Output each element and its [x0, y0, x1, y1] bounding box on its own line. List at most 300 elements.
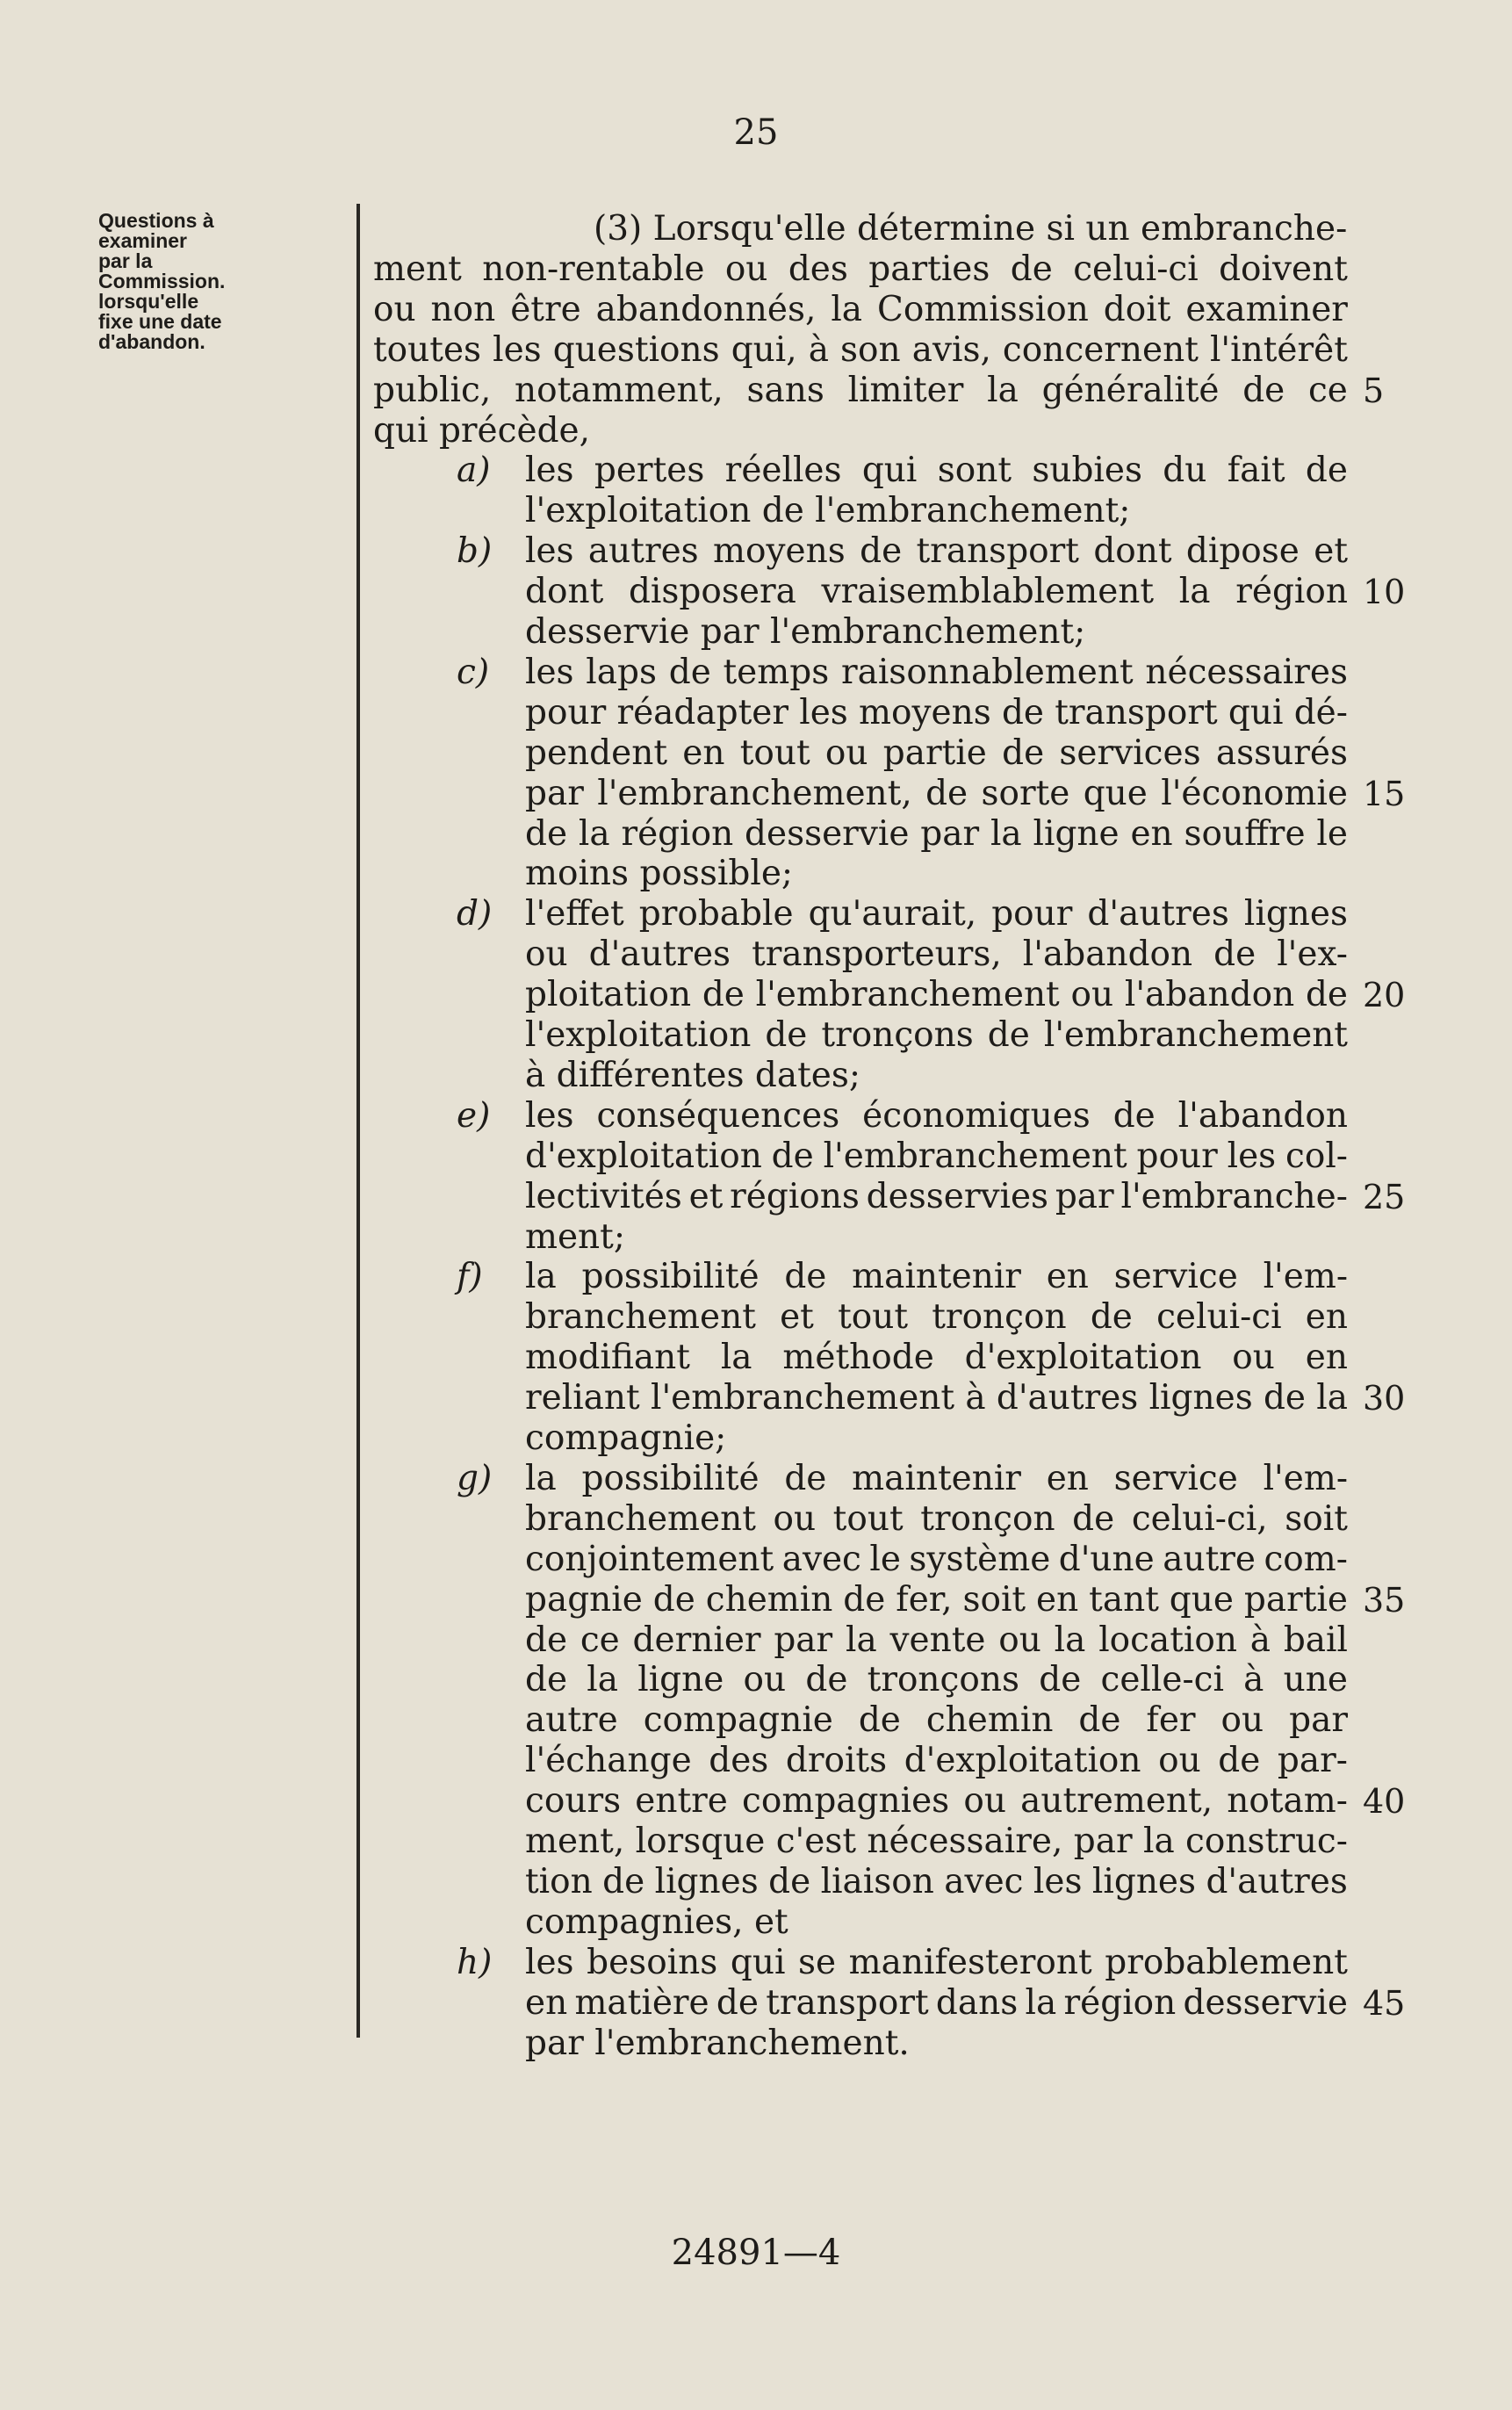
word: tout — [838, 1297, 909, 1337]
word: de — [768, 1862, 811, 1901]
word: de — [716, 1983, 759, 2023]
word: de — [1039, 1660, 1082, 1699]
line-number: 35 — [1363, 1581, 1406, 1620]
word: compagnies — [742, 1781, 950, 1821]
word: transport — [766, 1983, 929, 2023]
item-line: moins possible; — [525, 854, 794, 893]
word: que — [1083, 774, 1148, 813]
word: de — [1305, 451, 1348, 490]
word: modifiant — [525, 1338, 690, 1377]
word: ou — [743, 1660, 787, 1699]
word: d'exploitation — [964, 1338, 1202, 1377]
word: services — [1059, 733, 1201, 773]
word: questions — [552, 330, 720, 370]
word: en — [1036, 1580, 1079, 1620]
word: probable — [638, 894, 794, 934]
footer-reference: 24891—4 — [671, 2233, 841, 2273]
word: de — [602, 1862, 645, 1901]
line-number: 30 — [1363, 1379, 1406, 1418]
word: pour — [991, 894, 1073, 934]
item-line: desservie par l'embranchement; — [525, 612, 1086, 652]
word: lignes — [1148, 1378, 1253, 1418]
word: les — [525, 653, 574, 692]
word: dipose — [1185, 531, 1300, 571]
word: ligne — [1033, 814, 1120, 854]
word: l'em- — [1263, 1257, 1348, 1296]
word: de — [1218, 1741, 1261, 1780]
word: région — [1235, 572, 1348, 611]
word: transporteurs, — [752, 934, 1002, 974]
item-line — [525, 1862, 1348, 1902]
word: de — [805, 1660, 848, 1699]
word: toutes — [373, 330, 482, 370]
word: tout — [832, 1499, 904, 1539]
word: desservie — [745, 814, 910, 854]
word: de — [668, 653, 711, 692]
word: avec — [944, 1862, 1024, 1901]
word: à — [965, 1378, 986, 1418]
paragraph-line — [373, 249, 1348, 290]
word: moyens — [859, 693, 991, 732]
item-line — [525, 693, 1348, 733]
word: manifesteront — [848, 1943, 1092, 1982]
word: desservie — [1183, 1983, 1348, 2023]
item-line — [525, 934, 1348, 975]
item-marker: a) — [457, 451, 491, 490]
item-marker: h) — [457, 1943, 493, 1982]
word: ou — [1220, 1700, 1264, 1740]
item-line — [525, 1257, 1348, 1297]
word: par — [1073, 1822, 1133, 1861]
word: sont — [937, 451, 1012, 490]
word: partie — [882, 733, 987, 773]
word: méthode — [782, 1338, 934, 1377]
word: ou — [773, 1499, 817, 1539]
item-line — [525, 1580, 1348, 1620]
word: l'embranchement, — [597, 774, 912, 813]
word: que — [1169, 1580, 1234, 1620]
margin-note-line: lorsqu'elle — [98, 290, 199, 313]
word: subies — [1032, 451, 1142, 490]
word: bail — [1283, 1620, 1348, 1660]
word: les — [525, 451, 574, 490]
line-number: 10 — [1363, 573, 1406, 611]
word: d'autres — [1087, 894, 1229, 934]
word: l'abandon — [1022, 934, 1193, 974]
word: pagnie — [525, 1580, 643, 1620]
word: et — [780, 1297, 814, 1337]
item-marker: g) — [457, 1459, 493, 1498]
word: lignes — [1243, 894, 1348, 934]
word: ce — [1307, 371, 1348, 410]
word: service — [1113, 1257, 1238, 1296]
word: une — [1283, 1660, 1348, 1699]
word: de — [1002, 733, 1045, 773]
word: l'embranchement — [755, 975, 1060, 1014]
word: sans — [746, 371, 824, 410]
word: par- — [1277, 1741, 1348, 1780]
word: des — [709, 1741, 769, 1780]
item-line — [525, 1540, 1348, 1580]
word: notam- — [1227, 1781, 1348, 1821]
word: conjointement — [525, 1540, 774, 1579]
word: tronçon — [920, 1499, 1055, 1539]
word: les — [525, 1943, 574, 1982]
item-line — [525, 1620, 1348, 1661]
word: nécessaire, — [867, 1822, 1063, 1861]
word: lorsque — [635, 1822, 766, 1861]
word: assurés — [1215, 733, 1348, 773]
word: de — [1213, 934, 1256, 974]
word: droits — [785, 1741, 888, 1780]
word: ou — [1070, 975, 1114, 1014]
word: se — [797, 1943, 837, 1982]
word: de — [784, 1459, 827, 1498]
word: des — [788, 249, 848, 289]
word: non — [430, 290, 496, 329]
item-line — [525, 451, 1348, 491]
word: la — [525, 1459, 557, 1498]
item-line — [525, 1781, 1348, 1822]
word: de — [765, 1015, 808, 1055]
word: fer, — [896, 1580, 953, 1620]
word: de — [1072, 1499, 1115, 1539]
item-line — [525, 1943, 1348, 1983]
word: celui-ci — [1156, 1297, 1282, 1337]
word: com- — [1264, 1540, 1348, 1579]
item-line: compagnie; — [525, 1418, 727, 1458]
word: soit — [962, 1580, 1026, 1620]
item-marker: b) — [457, 531, 493, 571]
word: laps — [586, 653, 658, 692]
word: ou — [525, 934, 568, 974]
line-number: 40 — [1363, 1782, 1406, 1821]
word: l'embranche- — [1120, 1177, 1348, 1216]
word: la — [1178, 572, 1211, 611]
word: de — [858, 1700, 901, 1740]
word: de — [1001, 693, 1044, 732]
word: réelles — [724, 451, 842, 490]
word: en — [1130, 814, 1173, 854]
word: ou — [963, 1781, 1006, 1821]
item-line — [525, 1096, 1348, 1136]
item-line — [525, 1499, 1348, 1540]
word: celle-ci — [1100, 1660, 1224, 1699]
word: compagnie — [643, 1700, 833, 1740]
word: par — [1289, 1700, 1348, 1740]
word: à — [1249, 1620, 1271, 1660]
word: de — [1112, 1096, 1156, 1136]
item-line: compagnies, et — [525, 1902, 788, 1942]
word: d'autres — [996, 1378, 1139, 1418]
word: tronçon — [932, 1297, 1067, 1337]
word: à — [808, 330, 829, 370]
word: le — [869, 1540, 901, 1579]
word: l'exploitation — [525, 1015, 752, 1055]
page-number: 25 — [733, 112, 779, 153]
item-line: ment; — [525, 1217, 625, 1257]
word: l'effet — [525, 894, 624, 934]
word: la — [720, 1338, 752, 1377]
word: desservies — [866, 1177, 1049, 1216]
item-line — [525, 1177, 1348, 1217]
word: soit — [1285, 1499, 1348, 1539]
word: d'exploitation — [904, 1741, 1141, 1780]
margin-note-line: Commission. — [98, 270, 226, 292]
word: autre — [1163, 1540, 1256, 1579]
item-line — [525, 1297, 1348, 1338]
word: conséquences — [596, 1096, 840, 1136]
item-line — [525, 814, 1348, 855]
word: ment, — [525, 1822, 625, 1861]
line-number: 5 — [1363, 372, 1385, 410]
word: celui-ci — [1073, 249, 1199, 289]
word: de — [702, 975, 745, 1014]
line-number: 45 — [1363, 1984, 1406, 2023]
item-line — [525, 653, 1348, 693]
word: par — [920, 814, 980, 854]
word: tout — [739, 733, 810, 773]
word: construc- — [1185, 1822, 1348, 1861]
word: en — [1305, 1338, 1348, 1377]
word: l'abandon — [1177, 1096, 1348, 1136]
item-line — [525, 1338, 1348, 1378]
word: l'échange — [525, 1741, 692, 1780]
word: l'embranchement — [650, 1378, 955, 1418]
word: être — [510, 290, 581, 329]
word: le — [1316, 814, 1348, 854]
word: son — [840, 330, 901, 370]
word: l'em- — [1263, 1459, 1348, 1498]
word: de — [925, 774, 968, 813]
word: en — [1305, 1297, 1348, 1337]
word: ou — [373, 290, 416, 329]
word: de — [1010, 249, 1053, 289]
word: pendent — [525, 733, 667, 773]
word: lignes — [654, 1862, 759, 1901]
word: par — [525, 774, 584, 813]
word: l'intérêt — [1209, 330, 1348, 370]
word: concernent — [1002, 330, 1199, 370]
item-line — [525, 1983, 1348, 2024]
word: les — [525, 531, 574, 571]
item-line — [525, 1378, 1348, 1418]
word: en — [525, 1983, 568, 2023]
word: c'est — [775, 1822, 857, 1861]
line-number: 15 — [1363, 775, 1406, 813]
paragraph-line — [373, 371, 1348, 411]
word: notamment, — [514, 371, 724, 410]
word: limiter — [847, 371, 964, 410]
item-line — [525, 1700, 1348, 1741]
item-line: à différentes dates; — [525, 1056, 861, 1095]
word: fer — [1146, 1700, 1196, 1740]
word: ou — [998, 1620, 1041, 1660]
word: dernier — [632, 1620, 761, 1660]
word: reliant — [525, 1378, 640, 1418]
item-line — [525, 1459, 1348, 1499]
margin-note-line: d'abandon. — [98, 330, 205, 353]
word: ploitation — [525, 975, 692, 1014]
word: qui — [861, 451, 918, 490]
word: branchement — [525, 1499, 756, 1539]
item-line — [525, 1660, 1348, 1700]
word: Commission — [877, 290, 1089, 329]
margin-note-line: Questions à — [98, 209, 214, 232]
word: d'autres — [1206, 1862, 1348, 1901]
item-line — [525, 572, 1348, 612]
word: temps — [723, 653, 830, 692]
word: public, — [373, 371, 492, 410]
word: souffre — [1184, 814, 1306, 854]
word: la — [1054, 1620, 1086, 1660]
word: fait — [1227, 451, 1285, 490]
item-line — [525, 894, 1348, 934]
word: la — [578, 814, 610, 854]
item-line — [525, 774, 1348, 814]
item-line — [525, 975, 1348, 1015]
word: pour — [525, 693, 607, 732]
word: non-rentable — [482, 249, 705, 289]
word: nécessaires — [1145, 653, 1348, 692]
word: à — [1243, 1660, 1264, 1699]
word: avec — [781, 1540, 861, 1579]
item-line — [525, 1822, 1348, 1862]
word: chemin — [705, 1580, 833, 1620]
word: ou — [724, 249, 768, 289]
word: de — [1090, 1297, 1133, 1337]
word: tion — [525, 1862, 593, 1901]
word: possibilité — [581, 1257, 760, 1296]
word: tronçons — [867, 1660, 1020, 1699]
word: les — [1227, 1136, 1277, 1176]
word: raisonnablement — [840, 653, 1134, 692]
word: dans — [935, 1983, 1019, 2023]
word: maintenir — [852, 1459, 1021, 1498]
item-marker: f) — [457, 1257, 483, 1296]
word: de — [987, 1015, 1030, 1055]
paragraph-line — [373, 330, 1348, 371]
word: de — [652, 1580, 695, 1620]
word: lectivités — [525, 1177, 682, 1216]
word: les — [525, 1096, 574, 1136]
word: ou — [1232, 1338, 1275, 1377]
item-marker: c) — [457, 653, 490, 692]
word: l'embranchement — [823, 1136, 1127, 1176]
word: dé- — [1293, 693, 1348, 732]
word: parties — [868, 249, 990, 289]
word: de — [1078, 1700, 1121, 1740]
word: examiner — [1185, 290, 1348, 329]
word: de — [771, 1136, 814, 1176]
margin-note-line: examiner — [98, 229, 188, 252]
paragraph-line: qui précède, — [373, 411, 591, 451]
word: en — [1046, 1257, 1089, 1296]
word: l'économie — [1161, 774, 1348, 813]
word: doit — [1103, 290, 1171, 329]
word: la — [587, 1660, 618, 1699]
word: ou — [1158, 1741, 1201, 1780]
word: la — [1025, 1983, 1057, 2023]
word: de — [1305, 975, 1348, 1014]
word: région — [1063, 1983, 1177, 2023]
word: dont — [525, 572, 604, 611]
margin-note-line: fixe une date — [98, 310, 222, 333]
word: en — [682, 733, 725, 773]
word: liaison — [820, 1862, 934, 1901]
word: d'autres — [588, 934, 731, 974]
word: en — [1046, 1459, 1089, 1498]
word: partie — [1243, 1580, 1348, 1620]
word: moyens — [713, 531, 846, 571]
word: généralité — [1041, 371, 1220, 410]
word: régions — [730, 1177, 860, 1216]
word: de — [1263, 1378, 1306, 1418]
word: par — [774, 1620, 833, 1660]
word: par — [1055, 1177, 1114, 1216]
word: ment — [373, 249, 462, 289]
word: probablement — [1105, 1943, 1348, 1982]
word: doivent — [1219, 249, 1348, 289]
word: dont — [1093, 531, 1172, 571]
word: les — [799, 693, 848, 732]
word: lignes — [1091, 1862, 1197, 1901]
word: l'embranchement — [1043, 1015, 1348, 1055]
word: col- — [1285, 1136, 1348, 1176]
item-line: l'exploitation de l'embranchement; — [525, 491, 1131, 530]
word: région — [621, 814, 734, 854]
word: d'exploitation — [525, 1136, 762, 1176]
item-line — [525, 1015, 1348, 1056]
margin-note-line: par la — [98, 249, 153, 272]
word: service — [1113, 1459, 1238, 1498]
word: de — [860, 531, 903, 571]
line-number: 25 — [1363, 1178, 1406, 1216]
word: ou — [824, 733, 868, 773]
word: celui-ci, — [1131, 1499, 1268, 1539]
word: la — [1142, 1822, 1175, 1861]
word: transport — [916, 531, 1079, 571]
paragraph-lead: (3) Lorsqu'elle détermine si un embranche- — [594, 209, 1348, 249]
word: l'abandon — [1124, 975, 1295, 1014]
word: location — [1098, 1620, 1237, 1660]
word: autre — [525, 1700, 618, 1740]
word: du — [1163, 451, 1207, 490]
word: économiques — [862, 1096, 1091, 1136]
word: avis, — [911, 330, 991, 370]
word: la — [990, 814, 1022, 854]
word: maintenir — [852, 1257, 1021, 1296]
word: la — [1316, 1378, 1348, 1418]
word: matière — [574, 1983, 709, 2023]
word: autrement, — [1020, 1781, 1213, 1821]
word: et — [688, 1177, 724, 1216]
word: tronçons — [821, 1015, 974, 1055]
item-line: par l'embranchement. — [525, 2024, 910, 2063]
word: transport — [1055, 693, 1218, 732]
word: de — [525, 814, 568, 854]
word: vraisemblablement — [821, 572, 1155, 611]
word: système — [909, 1540, 1051, 1579]
word: ce — [580, 1620, 620, 1660]
word: pour — [1136, 1136, 1218, 1176]
item-marker: e) — [457, 1096, 491, 1136]
word: entre — [635, 1781, 728, 1821]
word: chemin — [925, 1700, 1054, 1740]
word: de — [1242, 371, 1285, 410]
word: la — [525, 1257, 557, 1296]
word: vente — [889, 1620, 986, 1660]
